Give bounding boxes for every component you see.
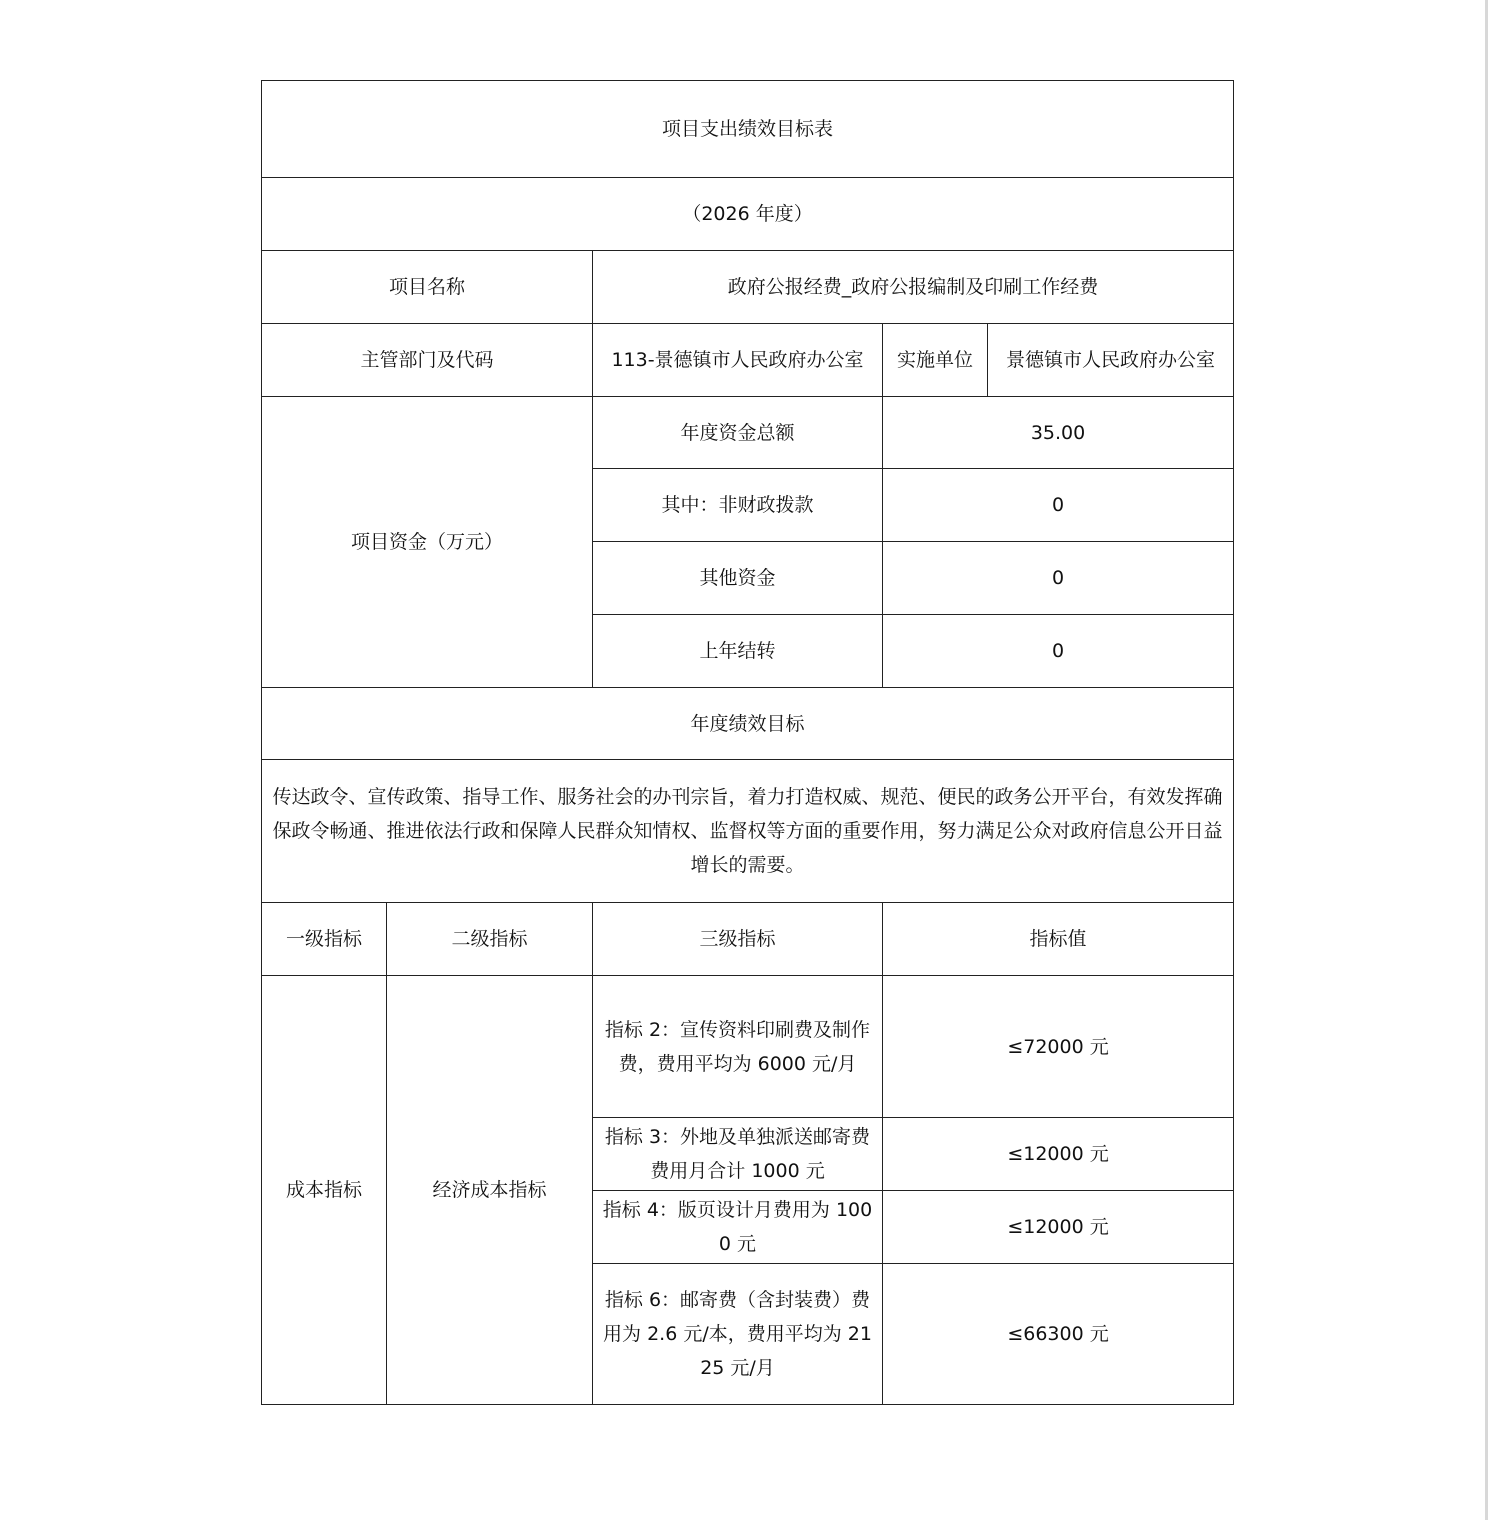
indicator-name: 指标 6：邮寄费（含封装费）费用为 2.6 元/本，费用平均为 2125 元/月 [593,1264,883,1405]
project-name-value: 政府公报经费_政府公报编制及印刷工作经费 [593,251,1234,324]
level2-economic-cost: 经济成本指标 [387,976,593,1405]
indicator-name: 指标 4：版页设计月费用为 1000 元 [593,1191,883,1264]
header-level3: 三级指标 [593,903,883,976]
fund-nonfiscal-label: 其中：非财政拨款 [593,469,883,542]
impl-label: 实施单位 [883,324,988,397]
fund-carryover-label: 上年结转 [593,615,883,688]
project-name-label: 项目名称 [262,251,593,324]
indicator-value: ≤72000 元 [883,976,1234,1118]
annual-goal-text: 传达政令、宣传政策、指导工作、服务社会的办刊宗旨，着力打造权威、规范、便民的政务公开平台，有效发挥确保政令畅通、推进依法行政和保障人民群众知情权、监督权等方面的重要作用，努力满足公众对政府信息公开日益增长的需要。 [262,760,1234,903]
table-title: 项目支出绩效目标表 [262,81,1234,178]
header-level2: 二级指标 [387,903,593,976]
impl-value: 景德镇市人民政府办公室 [988,324,1234,397]
fund-total-value: 35.00 [883,397,1234,469]
fund-nonfiscal-value: 0 [883,469,1234,542]
header-value: 指标值 [883,903,1234,976]
indicator-value: ≤12000 元 [883,1191,1234,1264]
fund-carryover-value: 0 [883,615,1234,688]
dept-value: 113-景德镇市人民政府办公室 [593,324,883,397]
table-year: （2026 年度） [262,178,1234,251]
performance-target-table [261,80,1234,1405]
indicator-name: 指标 2：宣传资料印刷费及制作费，费用平均为 6000 元/月 [593,976,883,1118]
annual-goal-label: 年度绩效目标 [262,688,1234,760]
level1-cost: 成本指标 [262,976,387,1405]
fund-other-value: 0 [883,542,1234,615]
fund-total-label: 年度资金总额 [593,397,883,469]
funds-label: 项目资金（万元） [262,397,593,688]
fund-other-label: 其他资金 [593,542,883,615]
dept-label: 主管部门及代码 [262,324,593,397]
indicator-value: ≤12000 元 [883,1118,1234,1191]
header-level1: 一级指标 [262,903,387,976]
indicator-name: 指标 3：外地及单独派送邮寄费费用月合计 1000 元 [593,1118,883,1191]
indicator-value: ≤66300 元 [883,1264,1234,1405]
